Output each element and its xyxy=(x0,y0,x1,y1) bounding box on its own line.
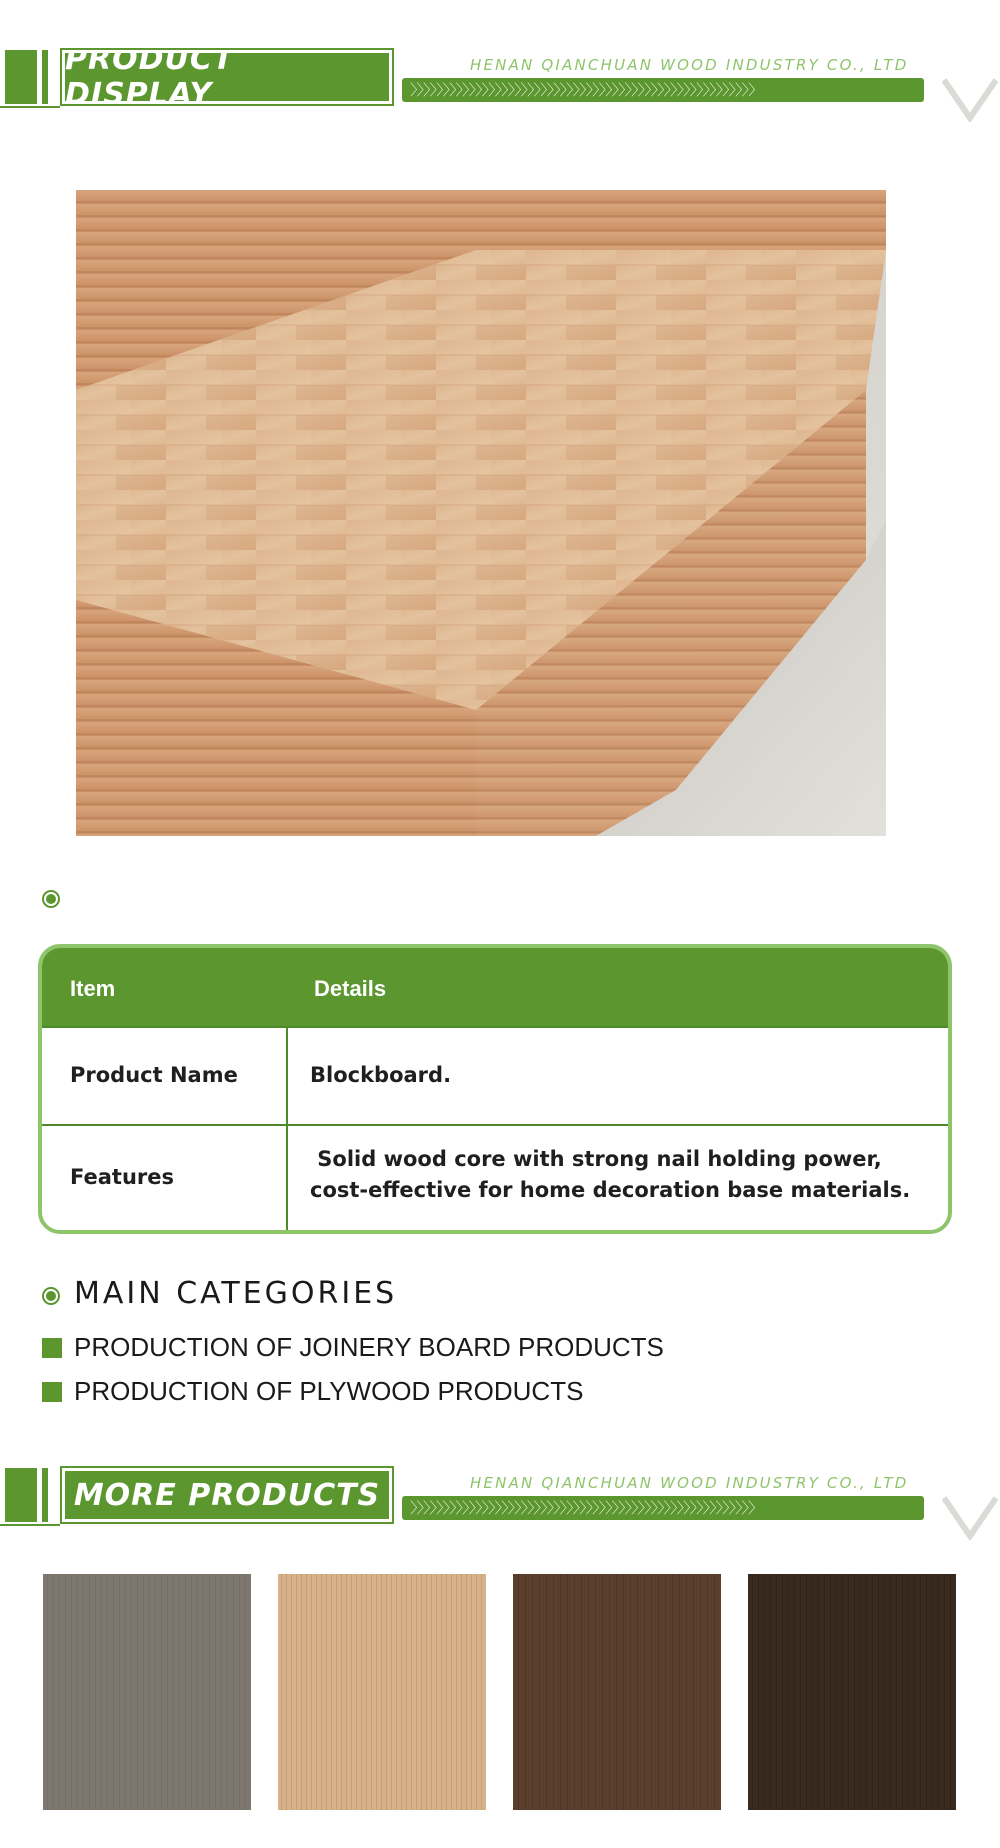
product-swatch-dark-wenge[interactable] xyxy=(748,1574,956,1810)
triangle-ornament xyxy=(942,78,998,122)
table-header xyxy=(42,948,948,1026)
banner-left-stripe xyxy=(42,1468,48,1522)
spec-table xyxy=(38,944,952,1234)
product-display-banner xyxy=(0,42,1000,130)
banner-title-box xyxy=(62,1468,392,1522)
row-details: Blockboard. xyxy=(310,1063,452,1087)
banner-left-block xyxy=(5,50,37,104)
table-row xyxy=(42,1124,948,1234)
header-item: Item xyxy=(70,976,116,1001)
category-item: PRODUCTION OF PLYWOOD PRODUCTS xyxy=(74,1376,584,1406)
blockboard-photo xyxy=(76,190,886,836)
banner-left-stripe xyxy=(42,50,48,104)
product-swatch-oak[interactable] xyxy=(278,1574,486,1810)
table-row xyxy=(42,1026,948,1126)
section-title: MORE PRODUCTS xyxy=(73,1477,381,1513)
row-details-line2: cost-effective for home decoration base materials. xyxy=(310,1178,911,1202)
chevron-strip: 〉〉〉〉〉〉〉〉〉〉〉〉〉〉〉〉〉〉〉〉〉〉〉〉〉〉〉〉〉〉〉〉〉〉〉〉〉〉〉〉〉〉〉〉〉〉〉〉〉〉〉〉〉 xyxy=(402,1496,924,1520)
row-item: Features xyxy=(70,1165,174,1189)
banner-title-box xyxy=(62,42,392,112)
product-swatch-grey[interactable] xyxy=(43,1574,251,1810)
category-item: PRODUCTION OF JOINERY BOARD PRODUCTS xyxy=(74,1332,664,1362)
more-products-banner xyxy=(0,1468,1000,1548)
row-details-line1: Solid wood core with strong nail holding power, xyxy=(310,1147,882,1171)
categories-title: MAIN CATEGORIES xyxy=(74,1276,398,1311)
category-square-icon xyxy=(42,1382,62,1402)
section-bullet-icon xyxy=(42,890,60,908)
chevron-strip: 〉〉〉〉〉〉〉〉〉〉〉〉〉〉〉〉〉〉〉〉〉〉〉〉〉〉〉〉〉〉〉〉〉〉〉〉〉〉〉〉〉〉〉〉〉〉〉〉〉〉〉〉〉 xyxy=(402,78,924,102)
banner-left-rule xyxy=(0,106,60,108)
banner-left-rule xyxy=(0,1524,60,1526)
row-item: Product Name xyxy=(70,1063,238,1087)
triangle-ornament xyxy=(942,1496,998,1540)
categories-bullet-icon xyxy=(42,1287,60,1305)
section-title: PRODUCT DISPLAY xyxy=(65,42,235,112)
company-name: HENAN QIANCHUAN WOOD INDUSTRY CO., LTD xyxy=(470,56,909,74)
product-swatch-walnut[interactable] xyxy=(513,1574,721,1810)
banner-left-block xyxy=(5,1468,37,1522)
company-name: HENAN QIANCHUAN WOOD INDUSTRY CO., LTD xyxy=(470,1474,909,1492)
header-details: Details xyxy=(314,976,387,1001)
category-square-icon xyxy=(42,1338,62,1358)
